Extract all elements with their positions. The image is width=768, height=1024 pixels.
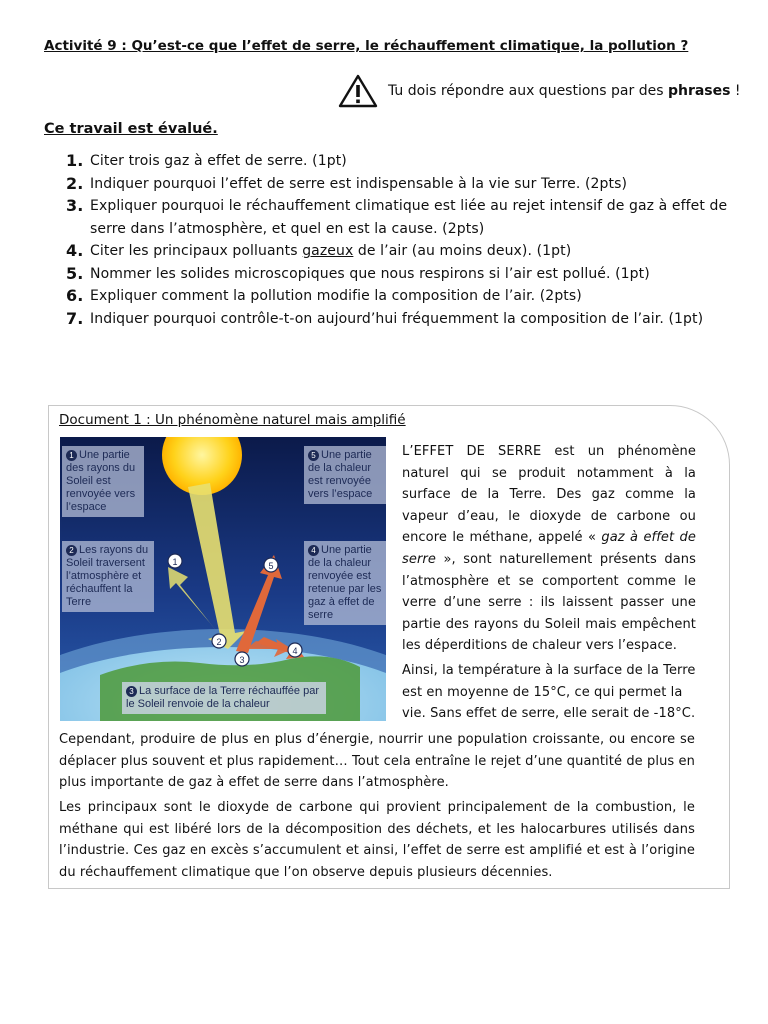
question-text: Nommer les solides microscopiques que nous respirons si l’air est pollué. (1pt): [90, 265, 650, 282]
marker-3: 3: [239, 655, 245, 665]
question-number: 1.: [66, 151, 84, 170]
label-heat-space: 5 Une partie de la chaleur est renvoyée vers l’espace: [304, 446, 386, 504]
warning-icon: [338, 74, 378, 108]
question-number: 6.: [66, 286, 84, 305]
marker-2: 2: [216, 637, 222, 647]
question-item: [66, 240, 756, 263]
question-number: 3.: [66, 196, 84, 215]
document-side-text: [402, 441, 696, 725]
label-rays-cross: 2 Les rayons du Soleil traversent l’atmosphère et réchauffent la Terre: [62, 541, 154, 612]
question-item: [66, 173, 756, 196]
document-title: Document 1 : Un phénomène naturel mais amplifié: [59, 412, 406, 428]
paragraph-amplification: Cependant, produire de plus en plus d’énergie, nourrir une population croissante, ou encore se déplacer plus souvent et plus rapidement… Tout cela entraîne le rejet d’une quantité de plus en plus importante de gaz à effet de serre dans l’atmosphère.: [59, 732, 695, 791]
marker-1: 1: [172, 557, 178, 567]
marker-4: 4: [292, 646, 298, 656]
activity-title: Activité 9 : Qu’est-ce que l’effet de serre, le réchauffement climatique, la pollution ?: [44, 38, 689, 54]
question-number: 7.: [66, 308, 84, 328]
question-number: 4.: [66, 241, 84, 260]
question-text: Indiquer pourquoi l’effet de serre est indispensable à la vie sur Terre. (2pts): [90, 175, 628, 192]
label-surface-heat: 3 La surface de la Terre réchauffée par le Soleil renvoie de la chaleur: [122, 682, 326, 714]
paragraph-temperature: Ainsi, la température à la surface de la Terre est en moyenne de 15°C, ce qui permet la vie. Sans effet de serre, elle serait de -18°C.: [402, 662, 696, 722]
question-text: Citer les principaux polluants gazeux de l’air (au moins deux). (1pt): [90, 243, 572, 259]
greenhouse-figure: [60, 437, 386, 721]
question-text: Citer trois gaz à effet de serre. (1pt): [90, 153, 347, 169]
paragraph-greenhouse: L’EFFET DE SERRE est un phénomène naturel qui se produit notamment à la surface de la Terre. Des gaz comme la vapeur d’eau, le dioxyde de carbone ou encore le méthane, appelé « gaz à effet de serre », sont naturellement présents dans l’atmosphère et se comportent comme le verre d’une serre : ils laissent passer une partie des rayons du Soleil mais empêchent les déperditions de chaleur vers l’espace.: [402, 444, 696, 654]
label-reflected-rays: 1 Une partie des rayons du Soleil est renvoyée vers l’espace: [62, 446, 144, 517]
question-text: Expliquer pourquoi le réchauffement climatique est liée au rejet intensif de gaz à effet de serre dans l’atmosphère, et quel en est la cause. (2pts): [90, 198, 728, 237]
question-item: [66, 263, 756, 286]
instruction-row: [338, 74, 741, 108]
marker-5: 5: [268, 561, 274, 571]
question-item: [66, 308, 756, 331]
question-number: 2.: [66, 173, 84, 193]
question-item: [66, 285, 756, 308]
label-heat-retained: 4 Une partie de la chaleur renvoyée est retenue par les gaz à effet de serre: [304, 541, 386, 625]
question-text: Indiquer pourquoi contrôle-t-on aujourd’hui fréquemment la composition de l’air. (1pt): [90, 310, 704, 327]
question-text: Expliquer comment la pollution modifie la composition de l’air. (2pts): [90, 288, 582, 304]
question-list: [66, 150, 756, 330]
question-number: 5.: [66, 263, 84, 283]
question-item: [66, 150, 756, 173]
paragraph-main-gases: Les principaux sont le dioxyde de carbone qui provient principalement de la combustion, le méthane qui est libéré lors de la décomposition des déchets, et les halocarbures utilisés dans l’industrie. Ces gaz en excès s’accumulent et ainsi, l’effet de serre est amplifié et est à l’origine du réchauffement climatique que l’on observe depuis plusieurs décennies.: [59, 800, 695, 880]
instruction-text: Tu dois répondre aux questions par des phrases !: [388, 83, 741, 99]
evaluated-heading: Ce travail est évalué.: [44, 121, 218, 137]
question-item: [66, 195, 756, 240]
